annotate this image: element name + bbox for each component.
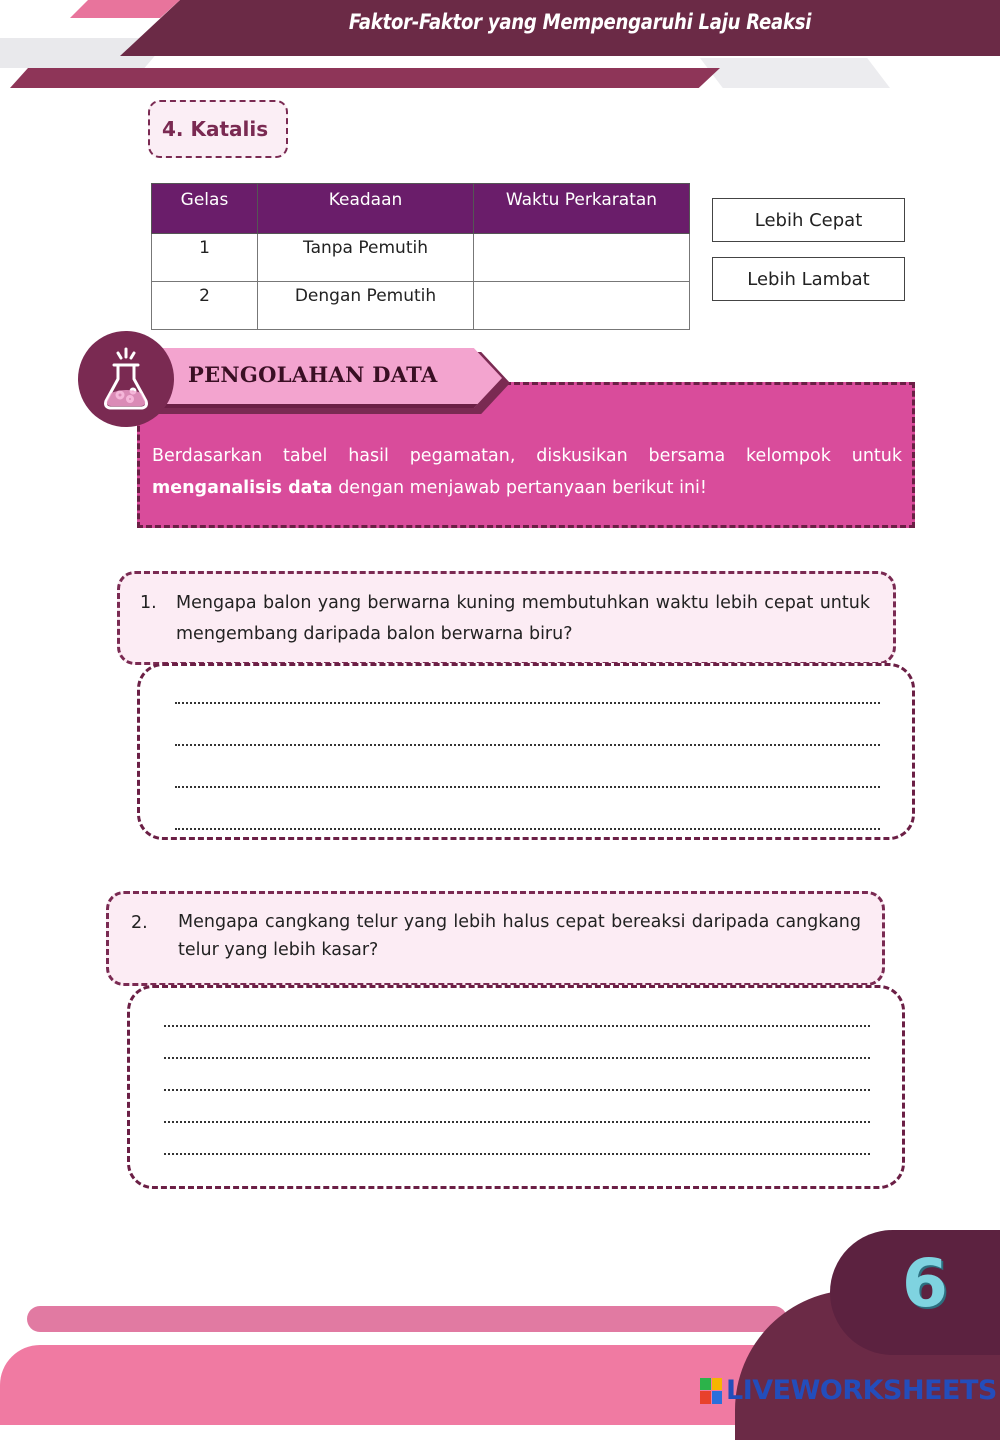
observation-table: [151, 183, 690, 330]
answer-line[interactable]: [164, 1089, 870, 1091]
table-row: [152, 282, 690, 330]
answer-line[interactable]: [175, 786, 880, 788]
instruction-text-end: dengan menjawab pertanyaan berikut ini!: [338, 478, 707, 498]
flask-badge: [78, 331, 174, 427]
question-1-number: 1.: [140, 593, 157, 613]
instruction-bold: menganalisis data: [152, 478, 333, 498]
cell-waktu-drop-target[interactable]: [474, 234, 690, 282]
header-keadaan: Keadaan: [258, 184, 474, 234]
header-decor-grey-right: [700, 58, 890, 88]
answer-1-box[interactable]: [137, 663, 915, 840]
answer-2-box[interactable]: [127, 985, 905, 1189]
section-label-text: 4. Katalis: [162, 117, 269, 141]
flask-icon: [78, 331, 174, 427]
answer-line[interactable]: [175, 828, 880, 830]
header-decor-pink: [70, 0, 180, 18]
answer-line[interactable]: [164, 1057, 870, 1059]
header-gelas: Gelas: [152, 184, 258, 234]
instruction-text: Berdasarkan tabel hasil pegamatan, diskusikan bersama kelompok untuk: [152, 446, 902, 466]
section-title: PENGOLAHAN DATA: [188, 362, 438, 387]
liveworksheets-icon: [700, 1378, 722, 1404]
answer-line[interactable]: [175, 702, 880, 704]
page-number: 6: [902, 1245, 948, 1322]
answer-line[interactable]: [175, 744, 880, 746]
answer-line[interactable]: [164, 1153, 870, 1155]
header-stripe: [10, 68, 720, 88]
pengolahan-data-instructions: [152, 440, 902, 504]
option-lebih-cepat[interactable]: Lebih Cepat: [712, 198, 905, 242]
cell-keadaan: Tanpa Pemutih: [258, 234, 474, 282]
answer-line[interactable]: [164, 1025, 870, 1027]
answer-line[interactable]: [164, 1121, 870, 1123]
table-header-row: [152, 184, 690, 234]
question-2-text: Mengapa cangkang telur yang lebih halus cepat bereaksi daripada cangkang telur yang lebih kasar?: [178, 912, 861, 960]
table-row: [152, 234, 690, 282]
option-lebih-lambat[interactable]: Lebih Lambat: [712, 257, 905, 301]
page-title: Faktor-Faktor yang Mempengaruhi Laju Reaksi: [348, 10, 812, 34]
cell-waktu-drop-target[interactable]: [474, 282, 690, 330]
section-label: [148, 100, 288, 158]
liveworksheets-logo: [700, 1375, 997, 1406]
cell-keadaan: Dengan Pemutih: [258, 282, 474, 330]
header-waktu: Waktu Perkaratan: [474, 184, 690, 234]
footer-stripe: [27, 1306, 787, 1332]
question-2-number: 2.: [131, 913, 148, 933]
cell-gelas: 1: [152, 234, 258, 282]
question-1-text: Mengapa balon yang berwarna kuning membutuhkan waktu lebih cepat untuk mengembang daripada balon berwarna biru?: [176, 593, 870, 644]
cell-gelas: 2: [152, 282, 258, 330]
liveworksheets-brand: LIVEWORKSHEETS: [726, 1375, 997, 1406]
